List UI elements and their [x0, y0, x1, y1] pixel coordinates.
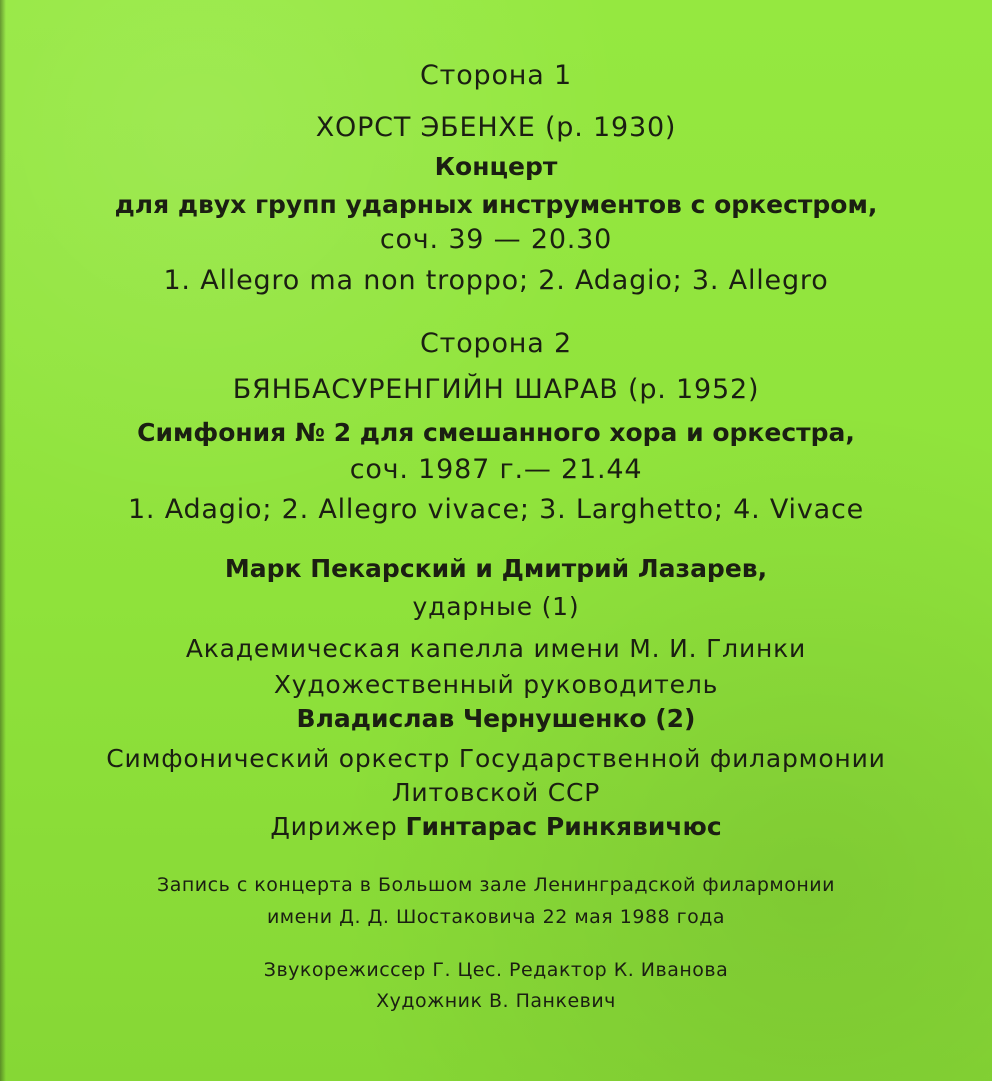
side-1-movements: 1. Allegro ma non troppo; 2. Adagio; 3. Allegro [163, 265, 829, 296]
choir-director: Владислав Чернушенко (2) [296, 704, 696, 733]
conductor-line [0, 814, 992, 839]
side-2-opus-duration: соч. 1987 г.— 21.44 [349, 454, 643, 485]
side-2-composer: БЯНБАСУРЕНГИЙН ШАРАВ (р. 1952) [232, 374, 760, 405]
conductor-role: Дирижер [270, 812, 398, 841]
choir: Академическая капелла имени М. И. Глинки [185, 634, 807, 663]
side-1-label: Сторона 1 [420, 60, 572, 91]
side-2-movements: 1. Adagio; 2. Allegro vivace; 3. Larghetto; 4. Vivace [127, 494, 865, 525]
percussion-role: ударные (1) [412, 592, 580, 621]
conductor-name: Гинтарас Ринкявичюс [405, 812, 722, 841]
side-2-label: Сторона 2 [420, 328, 572, 359]
side-1-work-subtitle: для двух групп ударных инструментов с оркестром, [114, 190, 878, 219]
choir-director-role: Художественный руководитель [273, 670, 719, 699]
percussionists: Марк Пекарский и Дмитрий Лазарев, [224, 554, 768, 583]
artist-credit: Художник В. Панкевич [376, 990, 616, 1012]
side-2-work-title: Симфония № 2 для смешанного хора и оркестра, [137, 418, 855, 447]
side-1-opus-duration: соч. 39 — 20.30 [379, 224, 613, 255]
orchestra-line-1: Симфонический оркестр Государственной филармонии [106, 744, 886, 773]
engineer-editor-credit: Звукорежиссер Г. Цес. Редактор К. Иванова [263, 959, 729, 981]
side-1-composer: ХОРСТ ЭБЕНХЕ (р. 1930) [315, 112, 677, 143]
recording-line-1: Запись с концерта в Большом зале Ленинградской филармонии [157, 874, 835, 896]
orchestra-line-2: Литовской ССР [391, 778, 601, 807]
side-1-work-title: Концерт [434, 152, 558, 181]
recording-line-2: имени Д. Д. Шостаковича 22 мая 1988 года [266, 906, 726, 928]
